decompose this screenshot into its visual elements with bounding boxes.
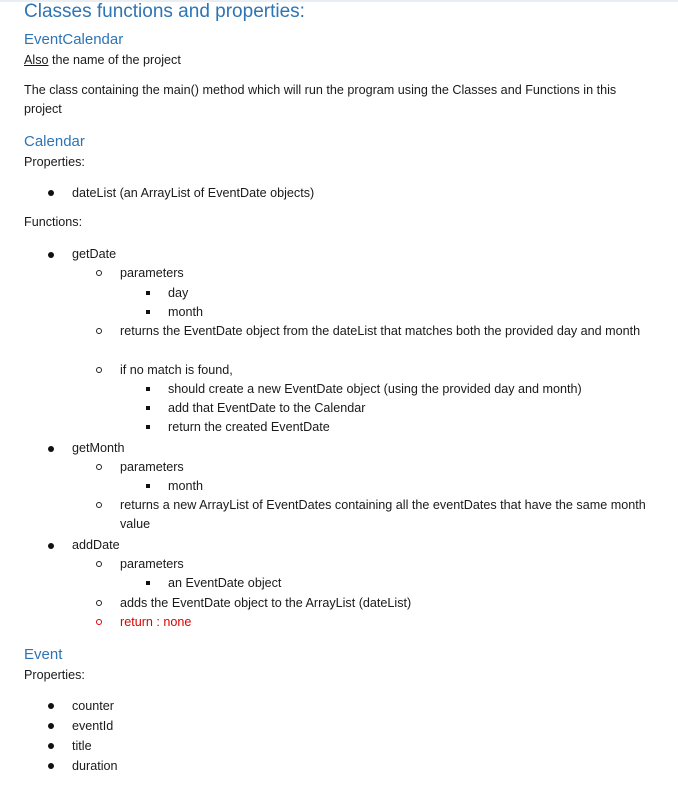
event-properties-label: Properties: [24,668,85,682]
page-title: Classes functions and properties: [24,1,305,22]
get-date-returns: returns the EventDate object from the dateList that matches both the provided day and month [120,324,641,338]
get-date-no-match: if no match is found, [120,363,233,377]
event-property: eventId [72,719,114,733]
get-date-param: day [168,286,189,300]
bullet-circle [96,328,102,334]
bullet-disc [48,543,54,549]
bullet-disc [48,446,54,452]
add-date-param: an EventDate object [168,576,282,590]
event-property: duration [72,759,118,773]
event-property: title [72,739,92,753]
bullet-circle [96,502,102,508]
bullet-disc [48,190,54,196]
calendar-properties-label: Properties: [24,155,85,169]
bullet-circle [96,561,102,567]
bullet-disc [48,743,54,749]
bullet-circle [96,367,102,373]
function-add-date: addDate [72,538,120,552]
get-month-returns: returns a new ArrayList of EventDates containing all the eventDates that have the same month value [120,498,646,531]
bullet-square [146,425,150,429]
bullet-circle-red [96,619,102,625]
get-month-param: month [168,479,204,493]
event-calendar-description: The class containing the main() method which will run the program using the Classes and Functions in this project [24,83,617,116]
event-property: counter [72,699,115,713]
get-date-parameters-label: parameters [120,266,184,280]
add-date-adds: adds the EventDate object to the ArrayList (dateList) [120,596,412,610]
bullet-circle [96,600,102,606]
heading-event-calendar: EventCalendar [24,31,124,48]
bullet-square [146,484,150,488]
get-date-no-match-step: return the created EventDate [168,420,330,434]
function-get-date: getDate [72,247,117,261]
also-rest: the name of the project [48,53,181,67]
bullet-square [146,310,150,314]
add-date-parameters-label: parameters [120,557,184,571]
heading-event: Event [24,646,63,663]
calendar-functions-label: Functions: [24,215,83,229]
bullet-square [146,291,150,295]
bullet-square [146,581,150,585]
get-month-parameters-label: parameters [120,460,184,474]
bullet-disc [48,703,54,709]
bullet-disc [48,252,54,258]
also-word: Also [24,53,49,67]
bullet-square [146,406,150,410]
calendar-property: dateList (an ArrayList of EventDate objects) [72,186,315,200]
get-date-param: month [168,305,204,319]
bullet-circle [96,270,102,276]
bullet-circle [96,464,102,470]
bullet-disc [48,723,54,729]
get-date-no-match-step: should create a new EventDate object (using the provided day and month) [168,382,582,396]
also-line [24,51,181,69]
get-date-no-match-step: add that EventDate to the Calendar [168,401,366,415]
add-date-return-none: return : none [120,615,192,629]
bullet-disc [48,763,54,769]
heading-calendar: Calendar [24,133,85,150]
bullet-square [146,387,150,391]
function-get-month: getMonth [72,441,125,455]
